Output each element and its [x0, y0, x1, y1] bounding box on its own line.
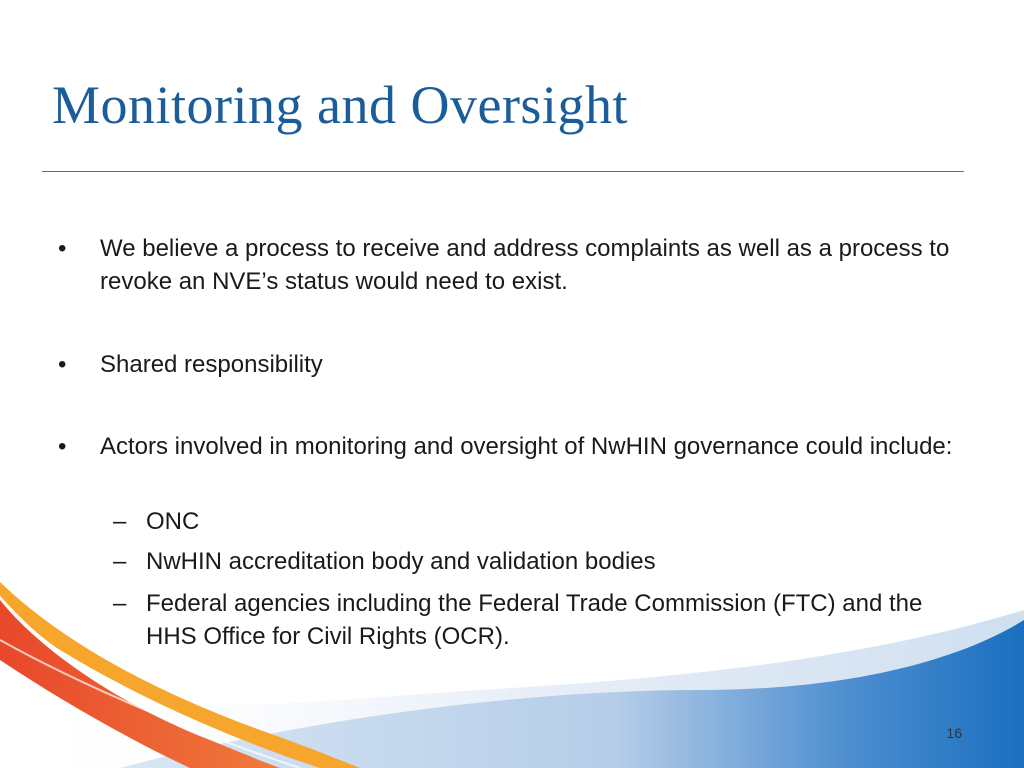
bullet-text: We believe a process to receive and address complaints as well as a process to revoke an NVE’s status would need to exist. [100, 235, 950, 295]
bullet-text: Shared responsibility [100, 351, 323, 378]
sub-bullet-text: ONC [146, 508, 200, 535]
sub-bullet-item [113, 505, 976, 538]
bullet-item [58, 232, 960, 298]
sub-bullet-item [113, 587, 976, 653]
bullet-marker: • [58, 235, 67, 262]
bullet-item [58, 430, 960, 463]
sub-bullet-marker: – [113, 548, 127, 575]
sub-bullet-item [113, 545, 976, 578]
slide-title: Monitoring and Oversight [52, 75, 628, 135]
sub-bullet-marker: – [113, 508, 127, 535]
bullet-text: Actors involved in monitoring and oversight of NwHIN governance could include: [100, 433, 953, 460]
bullet-marker: • [58, 433, 67, 460]
sub-bullet-text: NwHIN accreditation body and validation bodies [146, 548, 656, 575]
sub-bullet-text: Federal agencies including the Federal Trade Commission (FTC) and the HHS Office for Civil Rights (OCR). [146, 590, 923, 650]
bullet-item [58, 348, 960, 381]
title-divider [42, 171, 964, 172]
page-number: 16 [946, 725, 962, 741]
bullet-marker: • [58, 351, 67, 378]
sub-bullet-marker: – [113, 590, 127, 617]
